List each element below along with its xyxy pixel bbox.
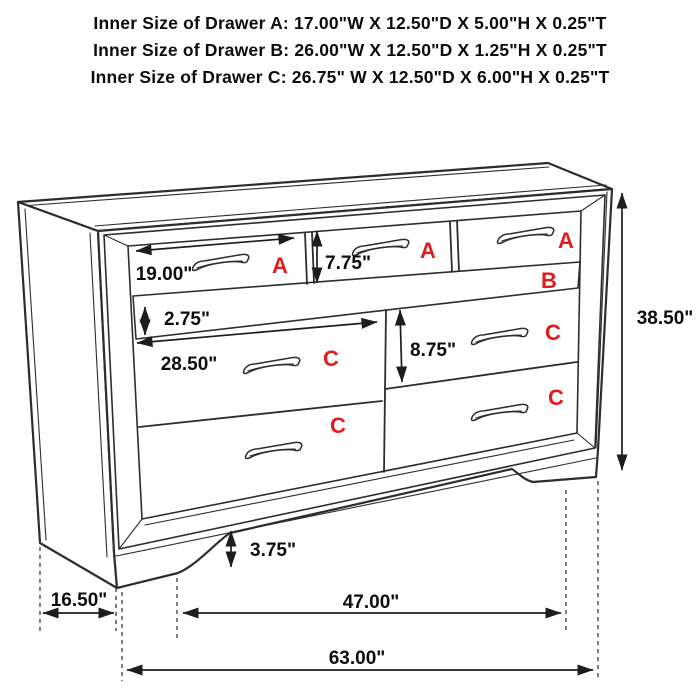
drawer-c1-label: C — [323, 346, 339, 371]
dim-label-8-75in: 8.75" — [410, 340, 456, 361]
dim-label-16-50in: 16.50" — [50, 590, 108, 611]
dim-label-63-00in: 63.00" — [328, 648, 386, 669]
dim-feet-span — [183, 592, 561, 613]
drawer-c2-label: C — [545, 320, 561, 345]
drawer-c4-label: C — [548, 385, 564, 410]
inner-size-line-b: Inner Size of Drawer B: 26.00"W X 12.50"D X 1.25"H X 0.25"T — [93, 40, 607, 60]
drawer-a3-label: A — [558, 228, 574, 253]
drawer-a2-label: A — [420, 238, 436, 263]
inner-size-line-c: Inner Size of Drawer C: 26.75" W X 12.50"D X 6.00"H X 0.25"T — [90, 67, 610, 87]
dim-overall-width — [127, 648, 593, 670]
drawer-b-label: B — [541, 268, 557, 293]
dim-label-2-75in: 2.75" — [164, 309, 210, 330]
drawer-a1-label: A — [272, 253, 288, 278]
dim-label-28-50in: 28.50" — [160, 354, 218, 375]
dim-label-47-00in: 47.00" — [342, 592, 400, 613]
drawer-c3-label: C — [330, 413, 346, 438]
dim-label-3-75in: 3.75" — [250, 540, 296, 561]
dim-foot-clearance — [231, 531, 296, 567]
dim-label-38-50in: 38.50" — [636, 308, 694, 329]
dim-overall-height — [622, 193, 693, 470]
inner-size-line-a: Inner Size of Drawer A: 17.00"W X 12.50"D X 5.00"H X 0.25"T — [93, 13, 607, 33]
cabinet-outline — [18, 163, 612, 588]
dim-depth — [43, 590, 114, 613]
dim-label-7-75in: 7.75" — [325, 253, 371, 274]
dim-label-19in: 19.00" — [135, 264, 193, 285]
